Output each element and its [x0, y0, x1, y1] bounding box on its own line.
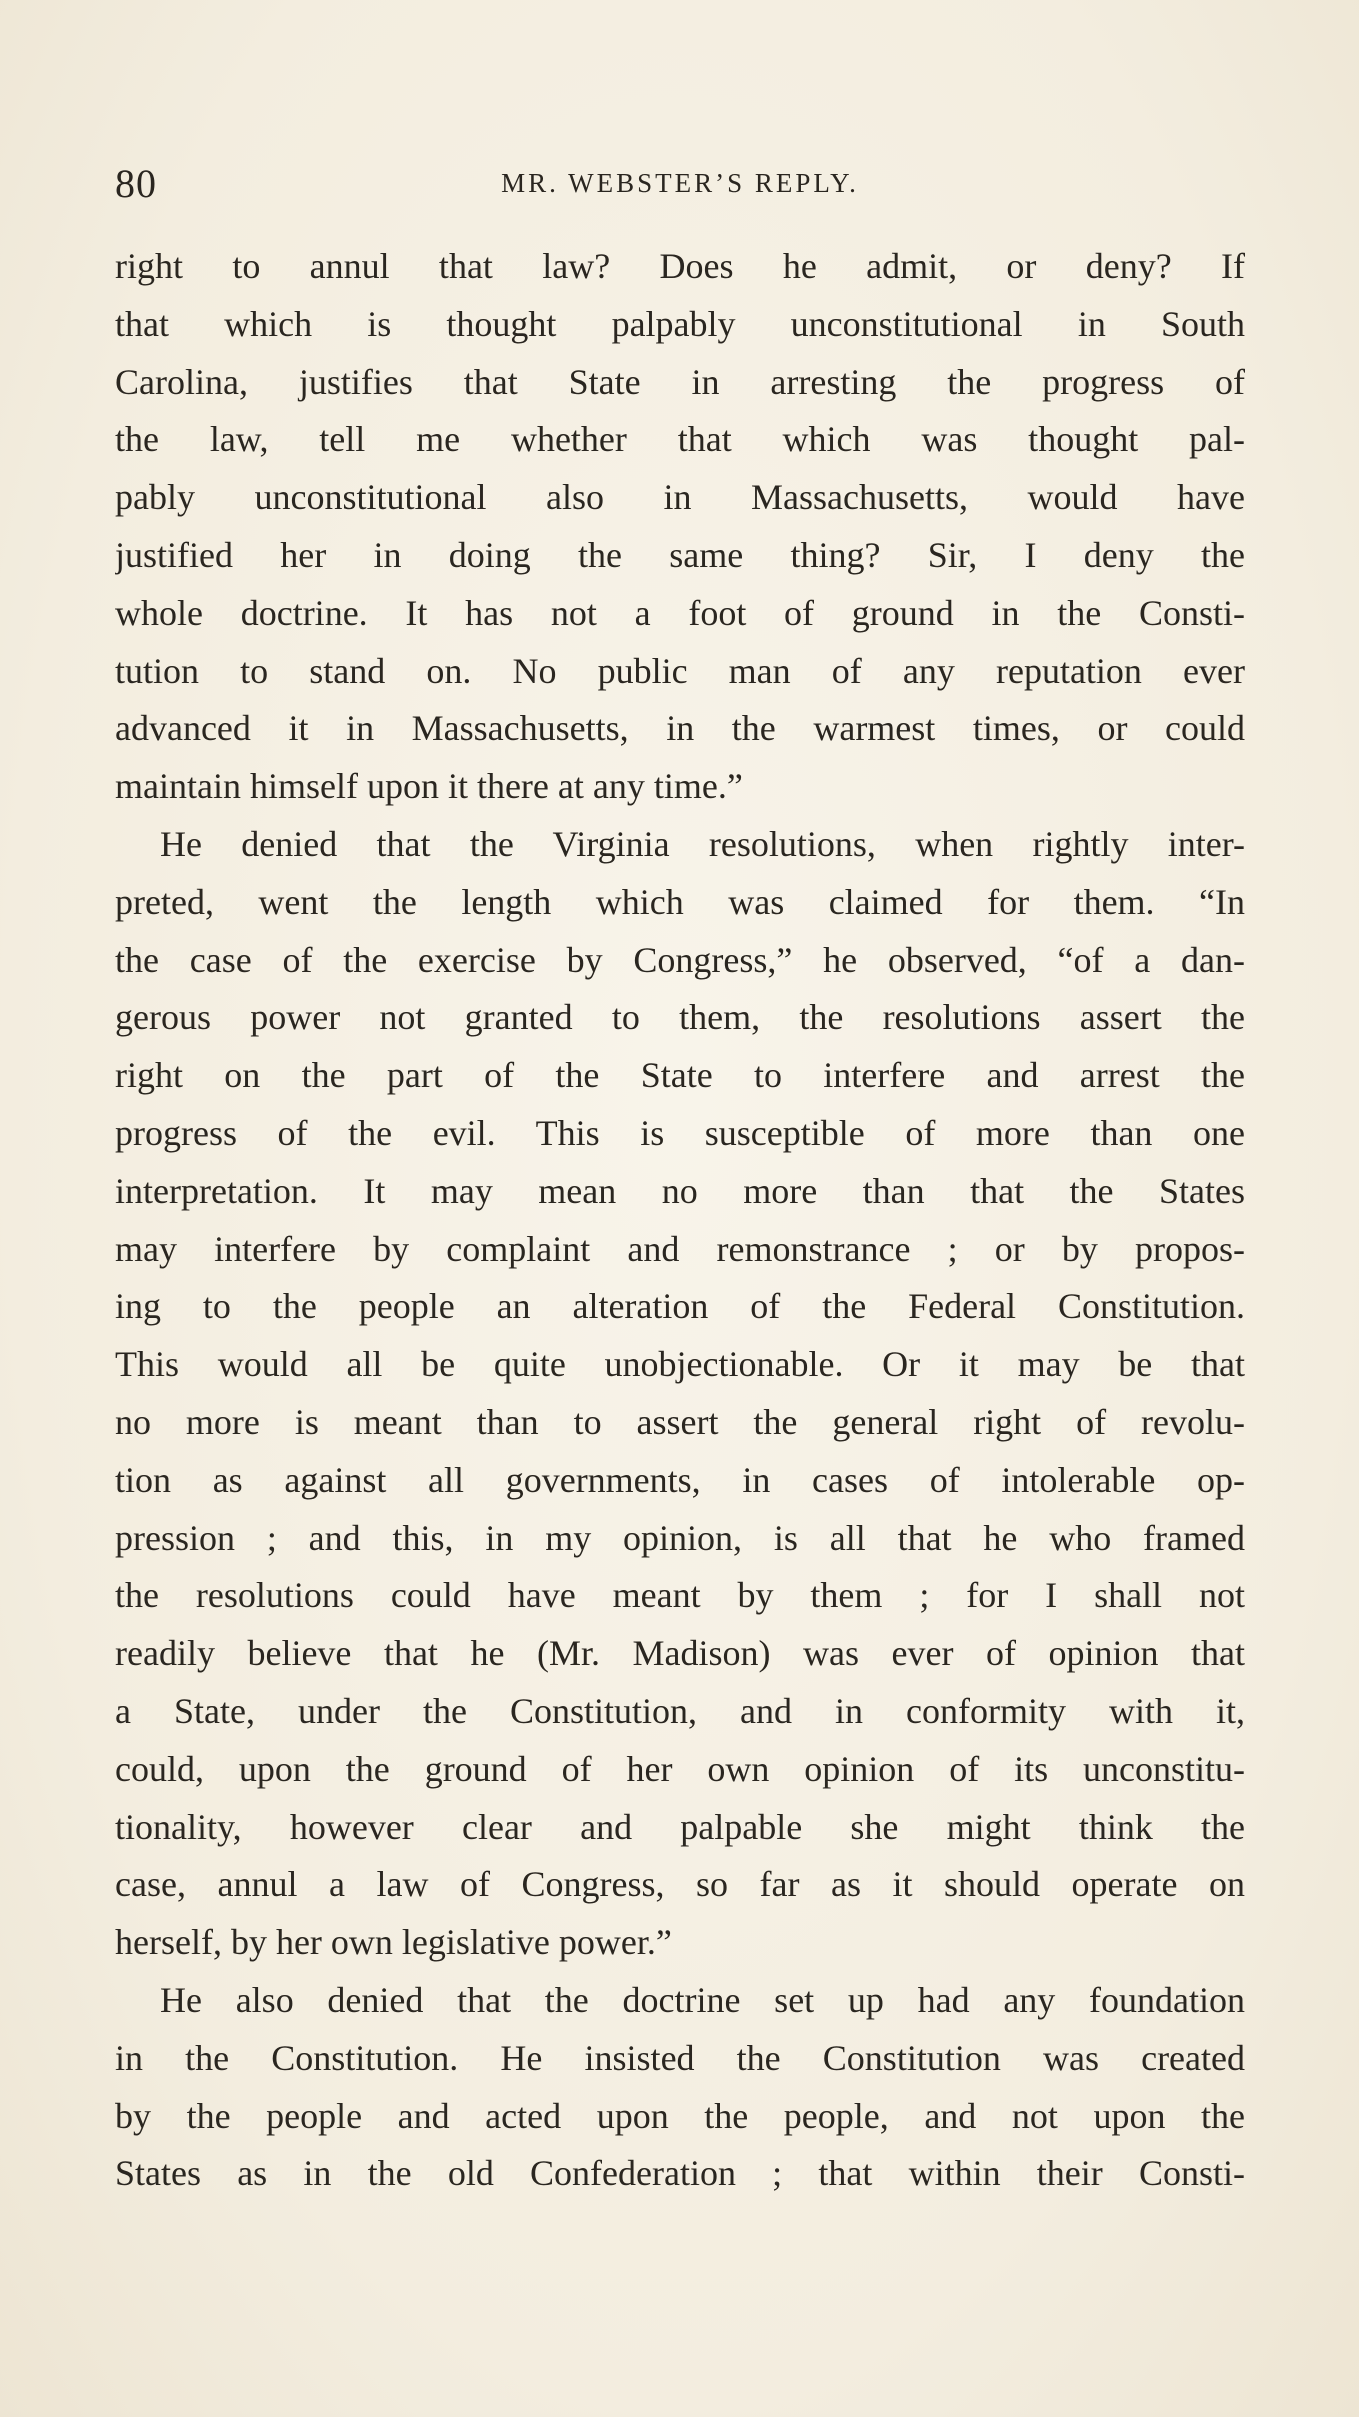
text-line: readily believe that he (Mr. Madison) was ever of opinion that: [115, 1633, 1245, 1674]
page-number: 80: [115, 161, 157, 206]
text-line: tion as against all governments, in cases of intolerable op-: [115, 1459, 1245, 1500]
page-header: [115, 160, 1245, 210]
text-line: whole doctrine. It has not a foot of ground in the Consti-: [115, 592, 1245, 633]
text-line: could, upon the ground of her own opinion of its unconstitu-: [115, 1748, 1245, 1789]
text-line: pression ; and this, in my opinion, is all that he who framed: [115, 1517, 1245, 1558]
text-line: This would all be quite unobjectionable. Or it may be that: [115, 1344, 1245, 1385]
text-line: pably unconstitutional also in Massachusetts, would have: [115, 477, 1245, 518]
text-line: herself, by her own legislative power.”: [115, 1922, 672, 1963]
text-line: gerous power not granted to them, the resolutions assert the: [115, 997, 1245, 1038]
text-line: maintain himself upon it there at any time.”: [115, 766, 743, 807]
text-line: preted, went the length which was claimed for them. “In: [115, 881, 1245, 922]
text-line: the law, tell me whether that which was thought pal-: [115, 419, 1245, 460]
text-line: interpretation. It may mean no more than that the States: [115, 1170, 1245, 1211]
text-line: He denied that the Virginia resolutions, when rightly inter-: [160, 823, 1245, 864]
text-line: that which is thought palpably unconstitutional in South: [115, 303, 1245, 344]
text-line: advanced it in Massachusetts, in the warmest times, or could: [115, 708, 1245, 749]
text-line: He also denied that the doctrine set up had any foundation: [160, 1979, 1245, 2020]
text-line: progress of the evil. This is susceptible of more than one: [115, 1112, 1245, 1153]
text-line: Carolina, justifies that State in arresting the progress of: [115, 361, 1245, 402]
text-line: right on the part of the State to interfere and arrest the: [115, 1055, 1245, 1096]
text-line: no more is meant than to assert the general right of revolu-: [115, 1401, 1245, 1442]
text-line: case, annul a law of Congress, so far as it should operate on: [115, 1864, 1245, 1905]
text-line: tionality, however clear and palpable she might think the: [115, 1806, 1245, 1847]
text-line: the case of the exercise by Congress,” he observed, “of a dan-: [115, 939, 1245, 980]
text-line: a State, under the Constitution, and in conformity with it,: [115, 1690, 1245, 1731]
text-line: may interfere by complaint and remonstrance ; or by propos-: [115, 1228, 1245, 1269]
text-line: the resolutions could have meant by them ; for I shall not: [115, 1575, 1245, 1616]
text-line: in the Constitution. He insisted the Constitution was created: [115, 2037, 1245, 2078]
text-line: by the people and acted upon the people, and not upon the: [115, 2095, 1245, 2136]
text-line: States as in the old Confederation ; that within their Consti-: [115, 2153, 1245, 2194]
text-line: right to annul that law? Does he admit, or deny? If: [115, 246, 1245, 286]
running-head: MR. WEBSTER’S REPLY.: [501, 168, 859, 198]
text-line: ing to the people an alteration of the Federal Constitution.: [115, 1286, 1245, 1327]
text-line: tution to stand on. No public man of any reputation ever: [115, 650, 1245, 691]
text-line: justified her in doing the same thing? Sir, I deny the: [115, 534, 1245, 575]
body-text: [115, 238, 1245, 2203]
